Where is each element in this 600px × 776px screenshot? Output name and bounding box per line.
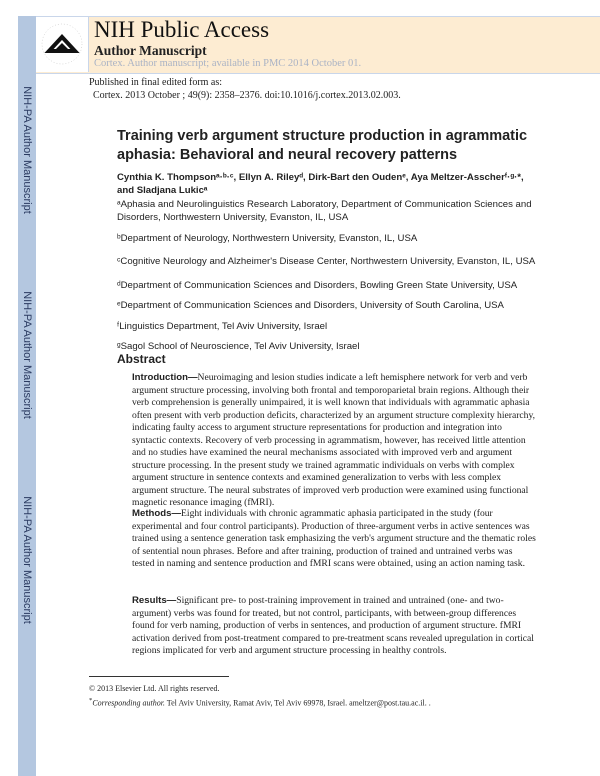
section-text: Significant pre- to post-training improvement in trained and untrained (one- and two-argument) verbs was found for treated, but not control, participants, with between-group differences found for verb naming, production of verbs in sentences, and production of argument structure. fMRI activation derived from post-treatment compared to pre-treatment scans revealed upregulation in cortical regions implicated for verb and argument structure processing in healthy controls. [132,595,534,656]
affiliation: ᶜCognitive Neurology and Alzheimer's Disease Center, Northwestern University, Evanston, IL, USA [117,256,536,267]
nih-logo [36,17,89,72]
corresponding-label: Corresponding author. [92,698,165,708]
affiliation: ᵃAphasia and Neurolinguistics Research Laboratory, Department of Communication Sciences and Disorders, Northwestern University, Evanston, IL, USA [117,199,532,223]
authors: Cynthia K. Thompsonᵃ·ᵇ·ᶜ, Ellyn A. Rileyᵈ, Dirk-Bart den Oudenᵉ, Aya Meltzer-Asscherᶠ·ᵍ·*, and Sladjana Lukicᵃ [117,172,524,196]
section-label: Methods— [132,508,182,519]
corresponding-author: *Corresponding author. Tel Aviv University, Ramat Aviv, Tel Aviv 69978, Israel. ameltzer@post.tau.ac.il. . [89,697,431,708]
published-info [89,76,401,102]
section-label: Introduction— [132,372,198,383]
footnote-divider [89,676,229,677]
header-subtitle: Author Manuscript [94,43,207,58]
affiliation: ᵈDepartment of Communication Sciences and Disorders, Bowling Green State University, USA [117,280,518,291]
abstract-results [132,595,537,658]
abstract-methods [132,508,537,571]
published-label: Published in final edited form as: [89,77,223,88]
abstract-introduction [132,372,537,510]
availability: Cortex. Author manuscript; available in PMC 2014 October 01. [94,58,362,69]
affiliation: ᶠLinguistics Department, Tel Aviv University, Israel [117,321,328,332]
section-label: Results— [132,595,177,606]
citation: Cortex. 2013 October ; 49(9): 2358–2376. doi:10.1016/j.cortex.2013.02.003. [93,90,401,101]
abstract-heading: Abstract [117,352,166,366]
side-label: NIH-PA Author Manuscript [21,86,33,214]
side-label: NIH-PA Author Manuscript [21,496,33,624]
article-title: Training verb argument structure production in agrammatic aphasia: Behavioral and neural recovery patterns [117,128,528,163]
copyright: © 2013 Elsevier Ltd. All rights reserved. [89,684,220,693]
section-text: Eight individuals with chronic agrammatic aphasia participated in the study (four experimental and four control participants). Production of three-argument verbs in active sentences was trained using a sentence generation task emphasizing the verb's argument structure and the thematic roles of sentential noun phrases. Before and after training, production of trained and untrained verbs was tested in naming and sentence production and fMRI scans were obtained, using an action naming task. [132,508,536,569]
affiliation: ᵉDepartment of Communication Sciences and Disorders, University of South Carolina, USA [117,300,504,311]
header-title: NIH Public Access [94,17,270,42]
section-text: Neuroimaging and lesion studies indicate a left hemisphere network for verb and verb argument structure processing, involving both frontal and temporoparietal brain regions. Although their verb comprehension is generally unimpaired, it is well known that individuals with agrammatic aphasia often present with verb production deficits, characterized by an argument structure complexity hierarchy, indicating faulty access to argument structure representations for production and integration into syntactic contexts. Recovery of verb processing in agrammatism, however, has received little attention and no studies have examined the neural mechanisms associated with improved verb and argument structure processing. In the present study we trained agrammatic individuals on verbs with complex argument structure in sentence contexts and examined generalization to verbs with less complex argument structure. The neural substrates of improved verb production were examined using functional magnetic resonance imaging (fMRI). [132,372,536,508]
side-label: NIH-PA Author Manuscript [21,291,33,419]
affiliation: ᵇDepartment of Neurology, Northwestern University, Evanston, IL, USA [117,233,418,244]
affiliation: ᵍSagol School of Neuroscience, Tel Aviv University, Israel [117,341,360,352]
corresponding-text: Tel Aviv University, Ramat Aviv, Tel Aviv 69978, Israel. ameltzer@post.tau.ac.il. . [166,698,431,708]
